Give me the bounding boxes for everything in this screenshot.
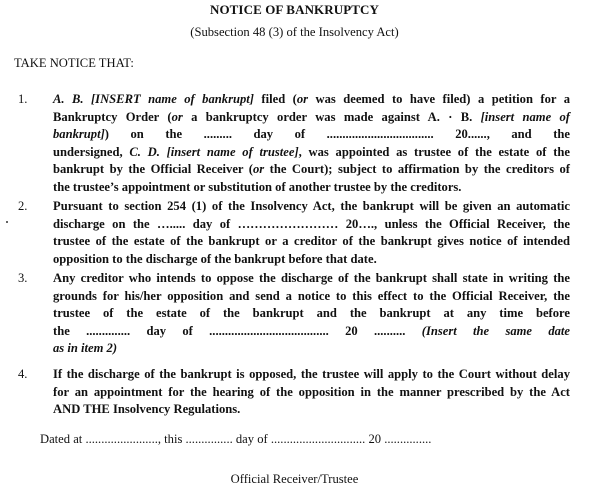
- item-text-line: [53, 233, 570, 251]
- text-segment: (Insert the same date: [421, 323, 571, 338]
- item-text-line: [53, 340, 570, 358]
- text-segment: Bankruptcy Order (: [53, 109, 172, 124]
- item-text: [53, 270, 570, 358]
- dated-line: Dated at ......................., this ............... day of .............................. 20 ...............: [40, 432, 432, 446]
- item-number: 3.: [18, 271, 28, 285]
- text-segment: Any creditor who intends to oppose the discharge of the bankrupt shall state in writing the: [53, 271, 570, 285]
- item-text: [53, 198, 570, 268]
- text-segment: C. D. [insert name of trustee]: [129, 144, 299, 159]
- text-segment: the trustee’s appointment or substitution of another trustee by the creditors.: [53, 179, 462, 194]
- item-text-line: [53, 401, 570, 419]
- item-text-line: [53, 216, 570, 234]
- item-text-line: [53, 179, 570, 197]
- text-segment: trustee of the estate of the bankrupt and the bankrupt at any time before: [53, 306, 570, 321]
- item-text: [53, 91, 570, 197]
- stray-mark: [6, 221, 8, 223]
- item-text-line: [53, 323, 570, 341]
- text-segment: bankrupt by the Official Receiver (: [53, 162, 253, 177]
- text-segment: discharge on the …..... day of …………………… 20…., unless the Official Receiver, the: [53, 216, 570, 231]
- text-segment: grounds for his/her opposition and send a notice to this effect to the Official Receiver, the: [53, 288, 570, 303]
- item-text-line: [53, 161, 570, 179]
- text-segment: the .............. day of ...................................... 20 ..........: [53, 323, 422, 338]
- text-segment: the Court); subject to affirmation by the creditors of: [264, 162, 570, 177]
- item-text-line: [53, 366, 570, 384]
- item-text-line: [53, 384, 570, 402]
- text-segment: ) on the ......... day of .................................. 20......, and the: [104, 127, 570, 142]
- text-segment: bankrupt]: [53, 127, 105, 142]
- text-segment: or: [296, 92, 309, 106]
- text-segment: , was appointed as trustee of the estate of the: [298, 144, 570, 159]
- text-segment: opposition to the discharge of the bankrupt before that date.: [53, 251, 377, 266]
- item-text-line: [53, 198, 570, 216]
- item-text-line: [53, 305, 570, 323]
- notice-title: NOTICE OF BANKRUPTCY: [209, 2, 380, 17]
- text-segment: as in item 2): [53, 341, 118, 356]
- text-segment: or: [171, 109, 183, 124]
- notice-subtitle: (Subsection 48 (3) of the Insolvency Act): [190, 25, 399, 39]
- text-segment: trustee of the estate of the bankrupt or a creditor of the bankrupt gives notice of intended: [53, 234, 570, 249]
- item-number: 2.: [18, 199, 28, 213]
- text-segment: was deemed to have filed) a petition for a: [308, 92, 571, 106]
- text-segment: If the discharge of the bankrupt is opposed, the trustee will apply to the Court without delay: [53, 367, 570, 381]
- item-text-line: [53, 270, 570, 288]
- item-text-line: [53, 288, 570, 306]
- text-segment: Pursuant to section 254 (1) of the Insolvency Act, the bankrupt will be given an automatic: [53, 199, 570, 213]
- item-text: [53, 366, 570, 419]
- item-text-line: [53, 126, 570, 144]
- item-text-line: [53, 109, 570, 127]
- signature-line: Official Receiver/Trustee: [230, 472, 359, 486]
- text-segment: filed (: [253, 92, 297, 106]
- text-segment: a bankruptcy order was made against A. · B.: [182, 109, 481, 124]
- text-segment: undersigned,: [53, 144, 130, 159]
- text-segment: A. B. [INSERT name of bankrupt]: [53, 92, 254, 106]
- item-text-line: [53, 91, 570, 109]
- take-notice-heading: TAKE NOTICE THAT:: [14, 56, 134, 70]
- item-text-line: [53, 251, 570, 269]
- text-segment: AND THE Insolvency Regulations.: [53, 402, 241, 417]
- item-number: 4.: [18, 367, 28, 381]
- text-segment: for an appointment for the hearing of the opposition in the manner prescribed by the Act: [53, 384, 570, 399]
- item-number: 1.: [18, 92, 28, 106]
- text-segment: [insert name of: [480, 109, 571, 124]
- item-text-line: [53, 144, 570, 162]
- text-segment: or: [252, 162, 265, 177]
